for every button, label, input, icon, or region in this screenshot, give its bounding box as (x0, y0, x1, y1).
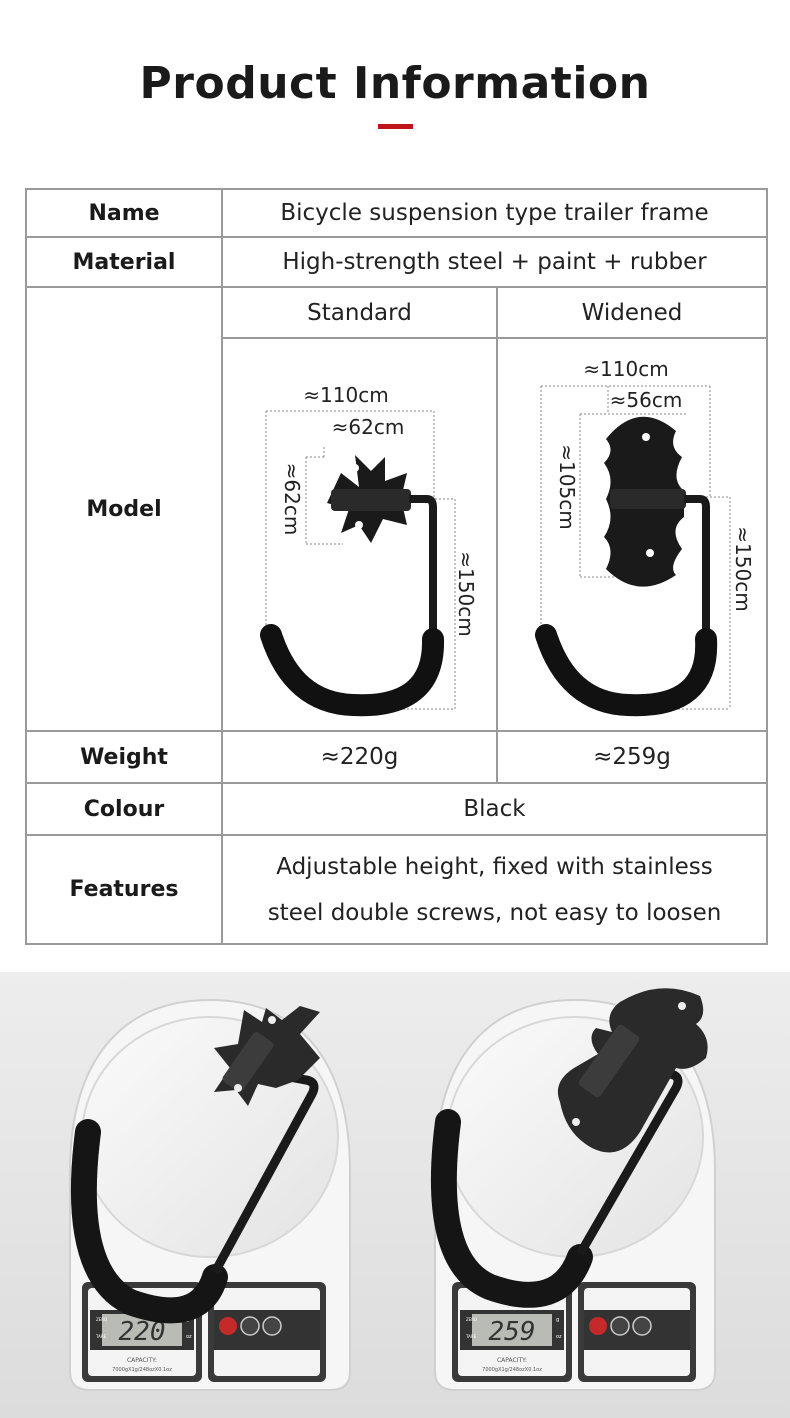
right-scale-model: SF-400 (496, 1296, 528, 1306)
left-unit-g: g (186, 1317, 190, 1323)
left-unit-oz: oz (186, 1334, 192, 1340)
widened-hook-diagram (498, 339, 766, 730)
table-row-colour (26, 783, 767, 835)
standard-hook-diagram (223, 339, 496, 730)
name-label: Name (26, 189, 222, 237)
page-title: Product Information (139, 58, 651, 109)
features-line-2: steel double screws, not easy to loosen (267, 899, 722, 926)
right-unit-oz: oz (556, 1334, 562, 1340)
material-label: Material (26, 237, 222, 287)
left-zero-button (263, 1317, 281, 1335)
right-zero-label: ZERO (466, 1317, 478, 1322)
right-unit-g: g (556, 1317, 560, 1323)
table-row-weight (26, 731, 767, 783)
right-unit-button (589, 1317, 607, 1335)
colour-label: Colour (26, 783, 222, 835)
right-scale (435, 988, 715, 1390)
right-capacity-value: 7000gX1g/248ozX0.1oz (482, 1367, 542, 1373)
widened-diagram-cell (497, 338, 767, 731)
left-zero-label: ZERO (96, 1317, 108, 1322)
weight-label: Weight (26, 731, 222, 783)
right-capacity-label: CAPACITY: (496, 1357, 528, 1364)
standard-diagram-cell (222, 338, 497, 731)
left-scale-reading: 220 (118, 1317, 166, 1347)
right-zero-button (633, 1317, 651, 1335)
features-line-1: Adjustable height, fixed with stainless (276, 853, 713, 880)
table-row-name (26, 189, 767, 237)
widened-height-label: ≈150cm (731, 526, 755, 612)
product-photos (0, 972, 790, 1418)
left-unit-button (219, 1317, 237, 1335)
standard-height-label: ≈150cm (454, 551, 478, 637)
standard-plate-width-label: ≈62cm (331, 415, 405, 439)
model-widened-label: Widened (497, 287, 767, 338)
features-label: Features (26, 835, 222, 944)
model-label: Model (26, 287, 222, 731)
left-tare-label: TARE (96, 1334, 107, 1339)
table-row-features (26, 835, 767, 944)
right-tare-button (611, 1317, 629, 1335)
widened-plate-height-label: ≈105cm (555, 444, 579, 530)
material-value: High-strength steel + paint + rubber (222, 237, 767, 287)
left-tare-button (241, 1317, 259, 1335)
weight-standard: ≈220g (222, 731, 497, 783)
model-standard-label: Standard (222, 287, 497, 338)
widened-plate-width-label: ≈56cm (609, 388, 683, 412)
name-value: Bicycle suspension type trailer frame (222, 189, 767, 237)
table-row-material (26, 237, 767, 287)
spec-table (25, 188, 768, 945)
standard-width-label: ≈110cm (303, 383, 389, 407)
weight-widened: ≈259g (497, 731, 767, 783)
title-underline (378, 124, 413, 129)
colour-value: Black (222, 783, 767, 835)
right-tare-label: TARE (466, 1334, 477, 1339)
right-scale-reading: 259 (488, 1317, 536, 1347)
left-capacity-label: CAPACITY: (126, 1357, 158, 1364)
standard-plate-height-label: ≈62cm (280, 462, 304, 536)
left-capacity-value: 7000gX1g/248ozX0.1oz (112, 1367, 172, 1373)
left-scale-model: SF-400 (126, 1296, 158, 1306)
left-scale (70, 1000, 350, 1390)
features-value (222, 835, 767, 944)
scale-photos-image (0, 972, 790, 1418)
table-row-model-header (26, 287, 767, 338)
widened-width-label: ≈110cm (583, 357, 669, 381)
